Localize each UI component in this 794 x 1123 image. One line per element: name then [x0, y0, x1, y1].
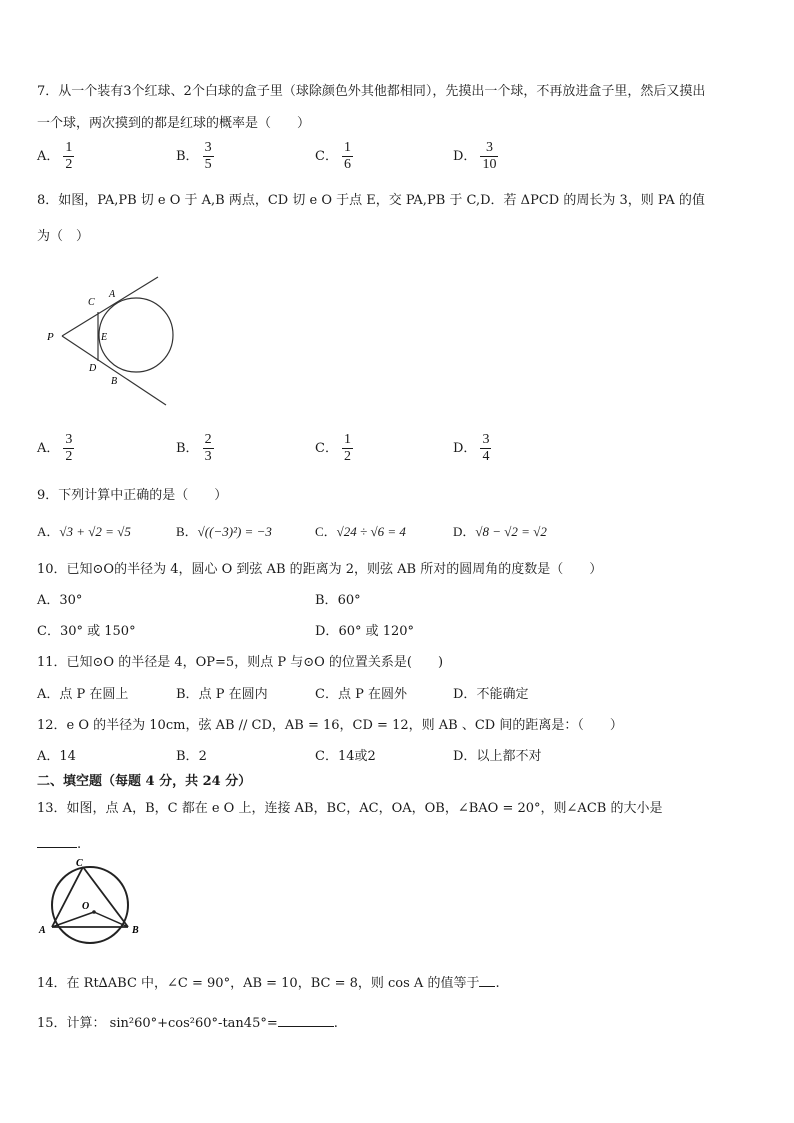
option-expr: √24 ÷ √6 = 4: [336, 524, 406, 539]
option-label: A．: [37, 749, 60, 764]
label-c: C: [76, 858, 83, 869]
option-text: 60° 或 120°: [338, 624, 415, 639]
option-text: 14或2: [337, 749, 376, 764]
q11-option-a: [37, 685, 128, 705]
segment-bc: [83, 867, 128, 927]
option-expr: √((−3)²) = −3: [197, 524, 272, 539]
numerator: 2: [204, 432, 212, 447]
option-label: B．: [315, 593, 338, 608]
center-dot: [92, 910, 96, 914]
q7-option-c: [315, 140, 353, 173]
q10-option-a: [37, 591, 82, 611]
fraction: [63, 140, 74, 173]
denominator: 2: [65, 449, 73, 464]
q10-option-b: [315, 591, 361, 611]
answer-blank[interactable]: [278, 1012, 334, 1027]
q9-option-b: [176, 522, 272, 542]
denominator: 5: [204, 157, 212, 172]
fraction: [480, 140, 498, 173]
tangent-line-pb: [62, 336, 166, 405]
answer-blank[interactable]: [37, 833, 77, 848]
fraction: [342, 432, 353, 465]
q9-option-a: [37, 522, 131, 542]
q12-option-d: [453, 747, 541, 767]
option-label: C．: [315, 749, 338, 764]
q8-option-a: [37, 432, 74, 465]
q12-option-c: [315, 747, 376, 767]
label-b: B: [132, 925, 139, 936]
label-b: B: [111, 376, 118, 387]
q11-option-c: [315, 685, 407, 705]
option-label: D．: [453, 749, 477, 764]
numerator: 3: [65, 432, 73, 447]
option-expr: √3 + √2 = √5: [59, 524, 131, 539]
label-c: C: [88, 297, 95, 308]
numerator: 1: [343, 432, 351, 447]
q8-option-d: [453, 432, 491, 465]
option-text: 30°: [59, 593, 83, 608]
option-text: 点 P 在圆上: [59, 687, 129, 702]
option-label: A．: [37, 441, 60, 456]
q9-option-d: [453, 522, 547, 542]
option-text: 点 P 在圆外: [337, 687, 407, 702]
q12-stem: 12．e O 的半径为 10cm，弦 AB // CD，AB = 16，CD = 12，则 AB 、CD 间的距离是：（ ）: [37, 718, 623, 733]
option-text: 14: [59, 749, 76, 764]
fraction: [480, 432, 491, 465]
q10-option-c: [37, 622, 136, 642]
q13-circle-figure: [36, 856, 148, 946]
q11-option-b: [176, 685, 268, 705]
period: .: [77, 837, 82, 852]
label-a: A: [109, 289, 116, 300]
numerator: 1: [343, 140, 351, 155]
option-label: B．: [176, 687, 199, 702]
fraction: [63, 432, 74, 465]
q8-stem-line2: 为（ ）: [37, 229, 90, 244]
q8-option-b: [176, 432, 214, 465]
option-label: B．: [176, 149, 199, 164]
option-label: B．: [176, 441, 199, 456]
label-d: D: [89, 363, 97, 374]
tangent-line-pa: [62, 277, 158, 336]
denominator: 2: [65, 157, 73, 172]
q7-option-b: [176, 140, 214, 173]
q15-stem: 15．计算： sin²60°+cos²60°-tan45°=: [37, 1016, 278, 1031]
option-label: A．: [37, 149, 60, 164]
numerator: 3: [482, 432, 490, 447]
period: .: [333, 1016, 338, 1031]
q8-stem-line1: 8．如图，PA,PB 切 e O 于 A,B 两点，CD 切 e O 于点 E，交 PA,PB 于 C,D．若 ΔPCD 的周长为 3，则 PA 的值: [37, 193, 705, 208]
q9-option-c: [315, 522, 406, 542]
q7-option-d: [453, 140, 498, 173]
label-e: E: [101, 332, 108, 343]
q10-stem: 10．已知⊙O的半径为 4，圆心 O 到弦 AB 的距离为 2，则弦 AB 所对的圆周角的度数是（ ）: [37, 562, 603, 577]
fraction: [203, 140, 214, 173]
option-label: A．: [37, 687, 60, 702]
label-p: P: [47, 331, 54, 343]
fraction: [203, 432, 214, 465]
denominator: 6: [343, 157, 351, 172]
option-text: 60°: [337, 593, 361, 608]
q7-stem-line2: 一个球，两次摸到的都是红球的概率是（ ）: [37, 116, 311, 131]
label-a: A: [39, 925, 46, 936]
denominator: 10: [482, 157, 497, 172]
option-label: C．: [315, 687, 338, 702]
q14-line: [37, 972, 500, 994]
option-label: C．: [315, 149, 338, 164]
option-text: 以上都不对: [476, 749, 542, 764]
option-text: 不能确定: [476, 687, 529, 702]
q11-stem: 11．已知⊙O 的半径是 4，OP=5，则点 P 与⊙O 的位置关系是( ): [37, 655, 444, 670]
denominator: 2: [343, 449, 351, 464]
q11-option-d: [453, 685, 528, 705]
circle-o: [99, 298, 173, 372]
q7-stem-line1: 7．从一个装有3个红球、2个白球的盒子里（球除颜色外其他都相同），先摸出一个球，不再放进盒子里，然后又摸出: [37, 84, 706, 99]
q13-stem-line2: [37, 833, 81, 855]
q12-option-b: [176, 747, 207, 767]
period: .: [495, 976, 500, 991]
q9-stem: 9．下列计算中正确的是（ ）: [37, 488, 228, 503]
q12-option-a: [37, 747, 76, 767]
denominator: 4: [482, 449, 490, 464]
q7-option-a: [37, 140, 74, 173]
option-label: C．: [315, 524, 337, 539]
option-expr: √8 − √2 = √2: [475, 524, 547, 539]
option-label: D．: [453, 149, 477, 164]
option-label: C．: [315, 441, 338, 456]
option-label: A．: [37, 593, 60, 608]
option-text: 点 P 在圆内: [198, 687, 268, 702]
option-label: C．: [37, 624, 60, 639]
option-label: B．: [176, 749, 199, 764]
q8-option-c: [315, 432, 353, 465]
option-label: D．: [453, 441, 477, 456]
q14-stem: 14．在 Rt∆ABC 中，∠C = 90°，AB = 10，BC = 8，则 cos A 的值等于: [37, 976, 480, 991]
q15-line: [37, 1012, 338, 1034]
q13-stem-line1: 13．如图，点 A，B，C 都在 e O 上，连接 AB，BC，AC，OA，OB，∠BAO = 20°，则∠ACB 的大小是: [37, 801, 663, 816]
q8-tangent-figure: [40, 268, 180, 413]
numerator: 1: [65, 140, 73, 155]
numerator: 3: [204, 140, 212, 155]
option-label: B．: [176, 524, 198, 539]
answer-blank[interactable]: [479, 972, 495, 987]
option-label: D．: [315, 624, 339, 639]
denominator: 3: [204, 449, 212, 464]
section-heading: 二、填空题（每题 4 分，共 24 分）: [37, 774, 252, 789]
numerator: 3: [485, 140, 493, 155]
option-label: D．: [453, 524, 476, 539]
option-text: 2: [198, 749, 207, 764]
option-text: 30° 或 150°: [59, 624, 136, 639]
q10-option-d: [315, 622, 414, 642]
fraction: [342, 140, 353, 173]
option-label: A．: [37, 524, 60, 539]
label-o: O: [82, 901, 90, 912]
option-label: D．: [453, 687, 477, 702]
